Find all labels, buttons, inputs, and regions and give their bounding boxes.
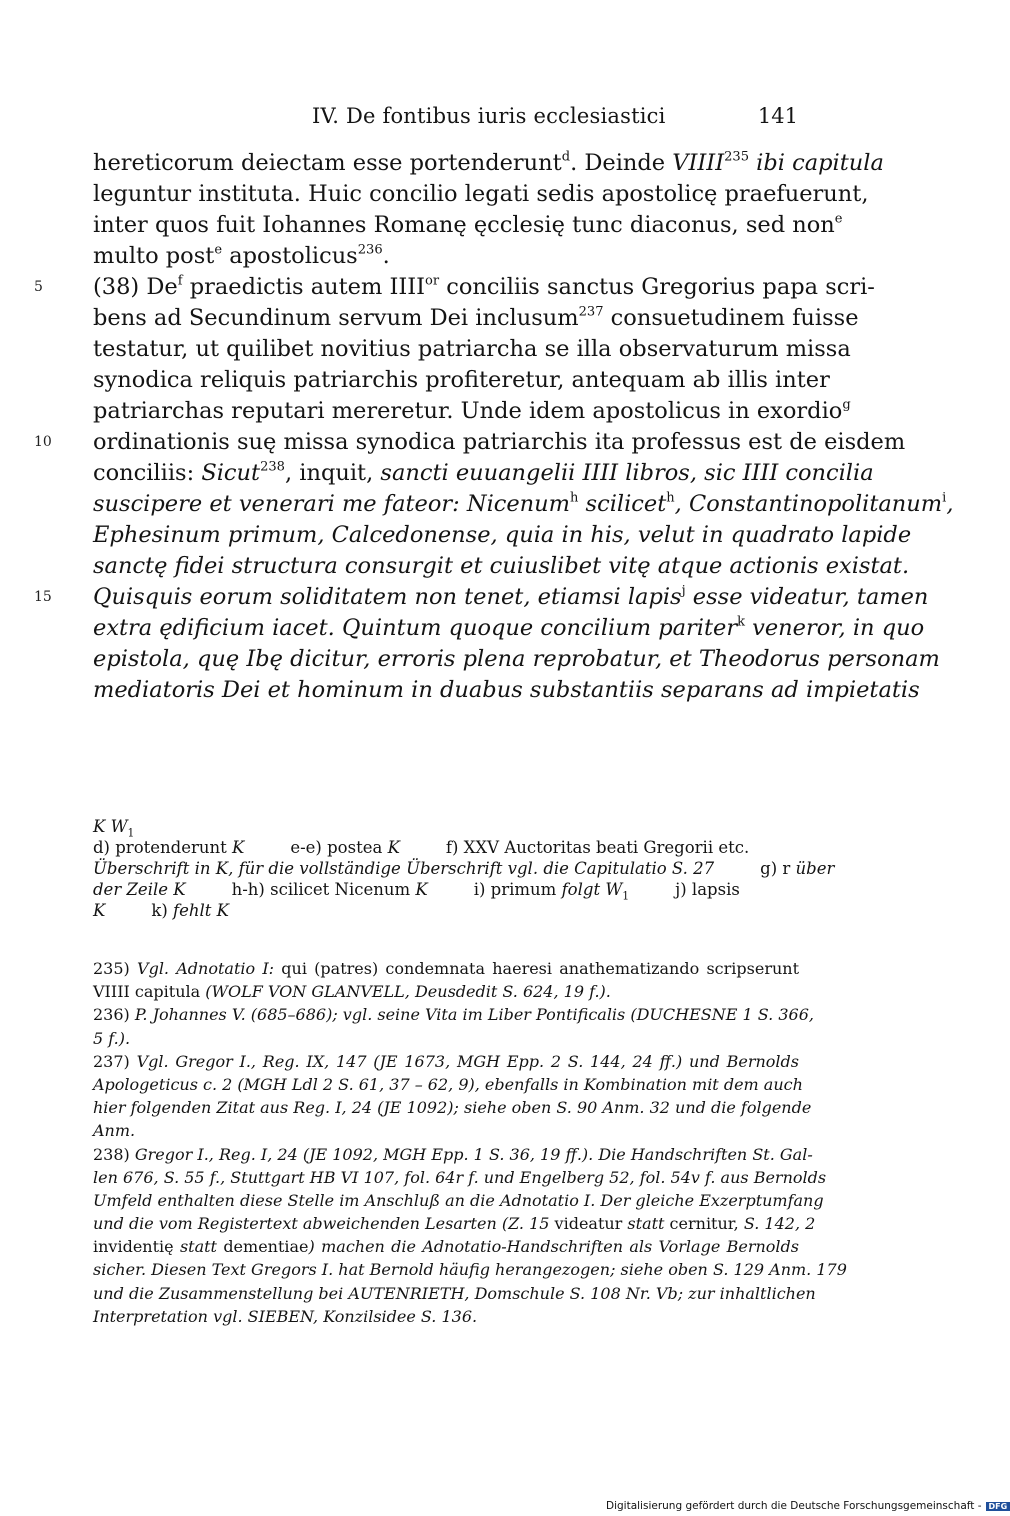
footnote-seg: Umfeld enthalten diese Stelle im Anschluß an die Adnotatio I. Der gleiche Exzerptumfang (93, 1190, 824, 1210)
footnote-line (93, 1096, 812, 1119)
line-number: 10 (34, 434, 52, 450)
text-seg: extra ędificium iacet. Quintum quoque concilium pariter (93, 615, 738, 641)
apparatus-seg: folgt W (561, 880, 623, 899)
apparatus-seg: K (387, 838, 400, 857)
footnote-seg: Apologeticus c. 2 (MGH Ldl 2 S. 61, 37 – 62, 9), ebenfalls in Kombination mit dem auch (93, 1074, 803, 1094)
apparatus-seg: 1 (127, 826, 135, 840)
line-number: 15 (34, 589, 52, 605)
apparatus-seg: der Zeile K (93, 880, 186, 899)
line-number: 5 (34, 279, 43, 295)
text-seg: , inquit, (284, 460, 381, 486)
apparatus-line (93, 879, 799, 903)
footnote-line (93, 1305, 799, 1328)
text-seg: inter quos fuit Iohannes Romanę ęcclesię tunc diaconus, sed non (93, 212, 835, 238)
footnote-line (93, 1282, 816, 1305)
text-line (93, 489, 954, 520)
footnote-line (93, 1258, 847, 1281)
apparatus-line (93, 900, 799, 921)
text-seg: i (942, 490, 947, 506)
text-seg: k (737, 614, 745, 630)
text-seg: h (570, 490, 579, 506)
footnote-seg: cernitur, (664, 1214, 744, 1234)
footnote-seg: (WOLF VON GLANVELL, Deusdedit S. 624, 19 f.). (205, 982, 611, 1002)
footnote-seg: und die vom Registertext abweichenden Lesarten (Z. 15 (93, 1214, 550, 1234)
text-seg: g (842, 397, 851, 413)
text-seg: Sicut (201, 460, 261, 486)
footnote-seg: Gregor I., Reg. I, 24 (JE 1092, MGH Epp. 1 S. 36, 19 ff.). Die Handschriften St. Gal- (134, 1144, 813, 1164)
dfg-logo: DFG (986, 1502, 1010, 1511)
text-seg: multo post (93, 243, 215, 269)
credit-text: Digitalisierung gefördert durch die Deutsche Forschungsgemeinschaft - (606, 1500, 982, 1512)
text-seg: , (946, 491, 954, 517)
text-seg: f (177, 273, 183, 289)
footnote-seg: und die Zusammenstellung bei AUTENRIETH, Domschule S. 108 Nr. Vb; zur inhaltlichen (93, 1283, 816, 1303)
text-line (93, 334, 851, 365)
footnote-seg: Vgl. Gregor I., Reg. IX, 147 (JE 1673, MGH Epp. 2 S. 144, 24 ff.) und Bernolds (136, 1051, 800, 1071)
apparatus-line (93, 858, 835, 879)
text-seg: hereticorum deiectam esse portenderunt (93, 150, 562, 176)
apparatus-seg: h-h) scilicet Nicenum (231, 880, 416, 899)
apparatus-seg: fehlt K (173, 901, 229, 920)
text-seg: patriarchas reputari mereretur. Unde idem apostolicus in exordio (93, 398, 843, 424)
footnote-line (93, 1235, 799, 1258)
text-line (93, 520, 912, 551)
text-seg: Quisquis eorum soliditatem non tenet, etiamsi lapis (93, 584, 682, 610)
text-seg: synodica reliquis patriarchis profiteretur, antequam ab illis inter (93, 367, 830, 393)
footnote-seg: len 676, S. 55 f., Stuttgart HB VI 107, fol. 64r f. und Engelberg 52, fol. 54v f. aus Bernolds (93, 1167, 827, 1187)
critical-apparatus (93, 816, 835, 921)
footnote-seg: qui (patres) condemnata haeresi anathematizando scripserunt (274, 959, 799, 978)
text-seg: conciliis sanctus Gregorius papa scri- (439, 274, 875, 300)
text-seg: . Deinde (570, 150, 673, 176)
footnote-line (93, 1119, 799, 1142)
text-seg: scilicet (578, 491, 667, 517)
text-line (93, 241, 799, 272)
apparatus-seg: i) primum (473, 880, 562, 899)
footnote-seg: dementiae (216, 1237, 309, 1257)
text-seg: Ephesinum primum, Calcedonense, quia in his, velut in quadrato lapide (93, 522, 912, 548)
apparatus-line (93, 837, 799, 858)
text-seg: ordinationis suę missa synodica patriarchis ita professus est de eisdem (93, 429, 906, 455)
text-seg: sancti euuangelii IIII libros, sic IIII concilia (380, 460, 874, 486)
footnote-seg: 235) (93, 959, 138, 978)
text-seg: apostolicus (222, 243, 358, 269)
text-line (93, 613, 925, 644)
apparatus-seg: K (93, 901, 106, 920)
apparatus-seg: 1 (622, 889, 630, 903)
footnote-seg: 236) (93, 1005, 135, 1025)
text-seg: 237 (578, 304, 604, 320)
footnote-line (93, 1073, 803, 1096)
text-seg: bens ad Secundinum servum Dei inclusum (93, 305, 579, 331)
apparatus-seg: K (232, 838, 245, 857)
footnote-line (93, 1027, 799, 1050)
text-line (93, 148, 884, 179)
text-seg: sanctę fidei structura consurgit et cuiuslibet vitę atque actionis existat. (93, 553, 910, 579)
footnote-line (93, 980, 799, 1003)
text-seg: testatur, ut quilibet novitius patriarcha se illa observaturum missa (93, 336, 851, 362)
text-seg: or (425, 273, 440, 289)
text-line (34, 427, 906, 458)
text-line (93, 179, 869, 210)
chapter-title: IV. De fontibus iuris ecclesiastici (312, 104, 666, 128)
text-seg: 238 (260, 459, 285, 475)
text-seg: veneror, in quo (744, 615, 925, 641)
footnote-seg: P. Johannes V. (685–686); vgl. seine Vita im Liber Pontificalis (DUCHESNE 1 S. 366, (134, 1005, 814, 1025)
text-seg: e (214, 242, 223, 258)
text-line (93, 303, 859, 334)
footnote-line (93, 1050, 799, 1073)
apparatus-seg: K W (93, 817, 128, 836)
footnote-seg: hier folgenden Zitat aus Reg. I, 24 (JE 1092); siehe oben S. 90 Anm. 32 und die folgende (93, 1098, 812, 1118)
text-line (93, 458, 874, 489)
footnote-seg: 237) (93, 1051, 137, 1071)
footnote-line (93, 1003, 814, 1026)
text-seg: h (666, 490, 675, 506)
digitization-credit (606, 1500, 1010, 1512)
footnote-seg: VIIII capitula (93, 982, 206, 1002)
footnote-line (93, 1166, 827, 1189)
text-seg: . (382, 243, 390, 269)
footnote-seg: statt (179, 1237, 217, 1257)
footnote-line (93, 1143, 813, 1166)
text-line (34, 582, 929, 613)
text-seg: conciliis: (93, 460, 202, 486)
apparatus-seg: über (795, 859, 835, 878)
text-seg: leguntur instituta. Huic concilio legati sedis apostolicę praefuerunt, (93, 181, 869, 207)
page-number: 141 (757, 104, 798, 128)
apparatus-seg: g) r (760, 859, 796, 878)
footnote-line (93, 1189, 824, 1212)
footnote-seg: 238) (93, 1144, 135, 1164)
text-line (93, 396, 851, 427)
footnote-seg: S. 142, 2 (743, 1214, 816, 1234)
text-seg: (38) De (93, 274, 178, 300)
footnote-seg: Interpretation vgl. SIEBEN, Konzilsidee S. 136. (93, 1306, 478, 1326)
text-seg: praedictis autem IIII (182, 274, 426, 300)
footnote-seg: 5 f.). (93, 1028, 131, 1048)
text-seg: 236 (357, 242, 383, 258)
footnotes (93, 957, 847, 1328)
apparatus-seg: Überschrift in K, für die vollständige Überschrift vgl. die Capitulatio S. 27 (93, 859, 715, 878)
text-line (93, 365, 830, 396)
text-line (93, 551, 910, 582)
main-text (34, 148, 954, 706)
footnote-seg: sicher. Diesen Text Gregors I. hat Bernold häufig herangezogen; siehe oben S. 129 Anm. 179 (93, 1260, 847, 1280)
footnote-seg: Anm. (93, 1121, 136, 1141)
footnote-line (93, 1212, 816, 1235)
text-seg: ibi capitula (749, 150, 884, 176)
apparatus-seg: k) (151, 901, 174, 920)
footnote-line (93, 957, 799, 980)
apparatus-seg: j) lapsis (675, 880, 740, 899)
running-header (312, 104, 798, 136)
footnote-seg: ) machen die Adnotatio-Handschriften als Vorlage Bernolds (308, 1237, 799, 1257)
text-line (34, 272, 875, 303)
text-seg: , Constantinopolitanum (674, 491, 943, 517)
footnote-seg: videatur (549, 1214, 628, 1234)
text-seg: 235 (724, 149, 749, 165)
text-seg: epistola, quę Ibę dicitur, erroris plena reprobatur, et Theodorus personam (93, 646, 940, 672)
text-seg: VIIII (672, 150, 725, 176)
text-line (93, 644, 940, 675)
footnote-seg: invidentię (93, 1237, 180, 1257)
text-seg: mediatoris Dei et hominum in duabus substantiis separans ad impietatis (93, 677, 920, 703)
apparatus-seg: K (415, 880, 428, 899)
apparatus-seg: e-e) postea (290, 838, 388, 857)
text-seg: esse videatur, tamen (685, 584, 929, 610)
text-seg: suscipere et venerari me fateor: Nicenum (93, 491, 570, 517)
text-seg: j (681, 583, 686, 599)
text-seg: e (834, 211, 843, 227)
text-line (93, 675, 920, 706)
apparatus-line (93, 816, 799, 840)
text-line (93, 210, 843, 241)
footnote-seg: Vgl. Adnotatio I: (137, 959, 275, 978)
footnote-seg: statt (627, 1214, 665, 1234)
text-seg: consuetudinem fuisse (603, 305, 859, 331)
apparatus-seg: d) protenderunt (93, 838, 232, 857)
text-seg: d (561, 149, 571, 165)
apparatus-seg: f) XXV Auctoritas beati Gregorii etc. (445, 838, 750, 857)
